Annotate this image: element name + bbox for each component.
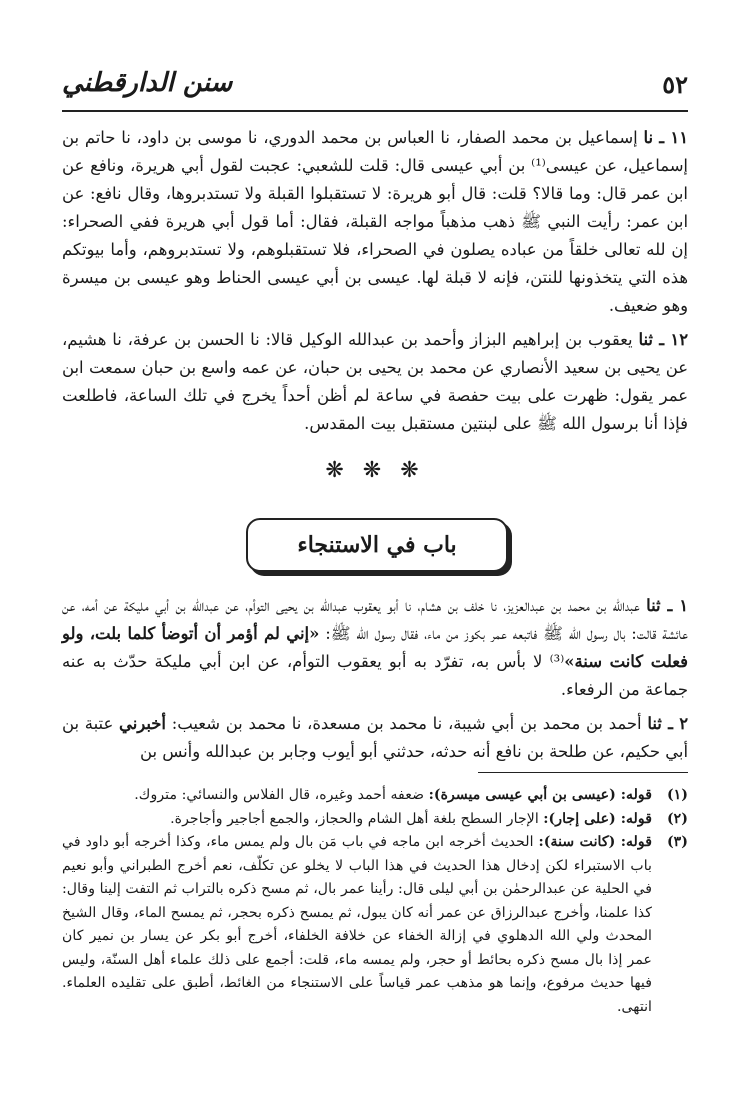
hadith-text-continued: ⁽³⁾ لا بأس به، تفرّد به أبو يعقوب التوأم، عن ابن أبي مليكة حدّث به عنه جماعة من الرفعاء. <box>62 652 688 699</box>
running-title: سنن الدارقطني <box>62 68 233 98</box>
footnote <box>62 784 688 808</box>
main-text <box>62 124 688 444</box>
footnote-marker: (٢) <box>666 810 688 827</box>
footnote <box>62 808 688 832</box>
footnote-body <box>62 831 652 1019</box>
footnote-text: الحديث أخرجه ابن ماجه في باب مَن بال ولم يمس ماء، وكذا أخرجه أبو داود في باب الاستبراء لكن إدخال هذا الحديث في هذا الباب لا يخلو عن تكلّف، نعم أخرج الطبراني وأبو نعيم في الحلية عن عبدالرحمٰن بن أبي ليلى قال: رأينا عمر بال، ثم مسح ذكره بالتراب ثم التفت إلينا وقال: كذا علمنا، وأخرج عبدالرزاق عن عمر أنه كان يبول، ثم يمسح ذكره بحجر، ثم يمسح الماء، وقال الشيخ المحدث ولي الله الدهلوي في إزالة الخفاء عن خلافة الخلفاء، أخرج أبو بكر عن يسار بن نمير كان عمر إذا بال مسح ذكره بحائط أو حجر، ولم يمسه ماء، قلت: أجمع على ذلك علماء أهل السنّة، وليس فيها حديث مرفوع، وإنما هو مذهب عمر قياساً على الاستنجاء من الغائط، أطبق على تقليده العلماء. انتهى. <box>62 834 652 1015</box>
hadith-text: أحمد بن محمد بن أبي شيبة، نا محمد بن مسعدة، نا محمد بن شعيب: <box>165 714 642 733</box>
hadith-text-continued: عتبة بن أبي حكيم، عن طلحة بن نافع أنه حدثه، حدثني أبو أيوب وجابر بن عبدالله وأنس بن <box>62 714 688 761</box>
chapter-title: باب في الاستنجاء <box>297 532 457 558</box>
hadith-text: إسماعيل بن محمد الصفار، نا العباس بن محمد الدوري، نا موسى بن داود، نا حاتم بن إسماعيل، عن عيسى⁽¹⁾ بن أبي عيسى قال: قلت للشعبي: عجبت لقول أبي هريرة، ونافع عن ابن عمر قال: وما قالا؟ قلت: قال أبو هريرة: لا تستقبلوا القبلة ولا تستدبروها، وقال نافع: عن ابن عمر: رأيت النبي ﷺ ذهب مذهباً مواجه القبلة، فقال: أما قول أبي هريرة ففي الصحراء: إن لله تعالى خلقاً من عباده يصلون في الصحراء، فلا تستقبلوهم، ولا تستدبروهم، وأما بيوتكم هذه التي يتخذونها للنتن، فإنه لا قبلة لها. عيسى بن أبي عيسى الحناط وهو عيسى بن ميسرة وهو ضعيف. <box>62 128 688 315</box>
hadith-number: ١١ ـ نا <box>643 128 688 147</box>
footnote-key: قوله: (على إجار): <box>543 810 652 827</box>
hadith-paragraph <box>62 710 688 766</box>
footnotes <box>62 784 688 1019</box>
footnote-key: قوله: (عيسى بن أبي عيسى ميسرة): <box>428 787 652 803</box>
page-number: ٥٢ <box>662 70 688 99</box>
footnote-body <box>62 784 652 808</box>
hadith-paragraph <box>62 326 688 438</box>
footnote-body <box>62 808 652 832</box>
hadith-number: ٢ ـ ثنا <box>647 714 689 733</box>
footnote-key: قوله: (كانت سنة): <box>538 834 652 850</box>
footnote <box>62 831 688 1019</box>
hadith-text: عبدالله بن محمد بن عبدالعزيز، نا خلف بن هشام، نا أبو يعقوب عبدالله بن يحيى التوأم، عن عبدالله بن أبي مليكة عن أمه، عن عائشة قالت: بال رسول الله ﷺ فاتبعه عمر بكوز من ماء، فقال رسول الله ﷺ: <box>62 596 688 643</box>
section-separator: ❋ ❋ ❋ <box>325 458 425 483</box>
hadith-paragraph <box>62 592 688 704</box>
footnote-marker: (٣) <box>666 834 688 850</box>
hadith-number: ١ ـ ثنا <box>646 596 688 615</box>
hadith-quote: «إني لم أؤمر أن أتوضأ كلما بلت، ولو فعلت كانت سنة» <box>62 624 688 671</box>
footnote-marker: (١) <box>666 787 688 803</box>
footnote-text: الإجار السطح بلغة أهل الشام والحجاز، والجمع أجاجير وأجاجرة. <box>170 810 539 827</box>
hadith-number: ١٢ ـ ثنا <box>638 330 688 349</box>
hadith-quote: أخبرني <box>119 714 166 733</box>
chapter-heading <box>246 518 508 572</box>
hadith-text: يعقوب بن إبراهيم البزاز وأحمد بن عبدالله الوكيل قالا: نا الحسن بن عرفة، نا هشيم، عن يحيى بن سعيد الأنصاري عن محمد بن يحيى بن حبان، عن عمه واسع بن حبان سمعت ابن عمر يقول: ظهرت على بيت حفصة في ساعة لم أظن أحداً يخرج في تلك الساعة، فاطلعت فإذا أنا برسول الله ﷺ على لبنتين مستقبل بيت المقدس. <box>62 330 688 433</box>
footnote-text: ضعفه أحمد وغيره، قال الفلاس والنسائي: متروك. <box>134 787 425 803</box>
page-header <box>62 62 688 106</box>
footnote-divider <box>478 772 688 773</box>
hadith-paragraph <box>62 124 688 320</box>
header-divider <box>62 110 688 112</box>
chapter-text <box>62 592 688 772</box>
